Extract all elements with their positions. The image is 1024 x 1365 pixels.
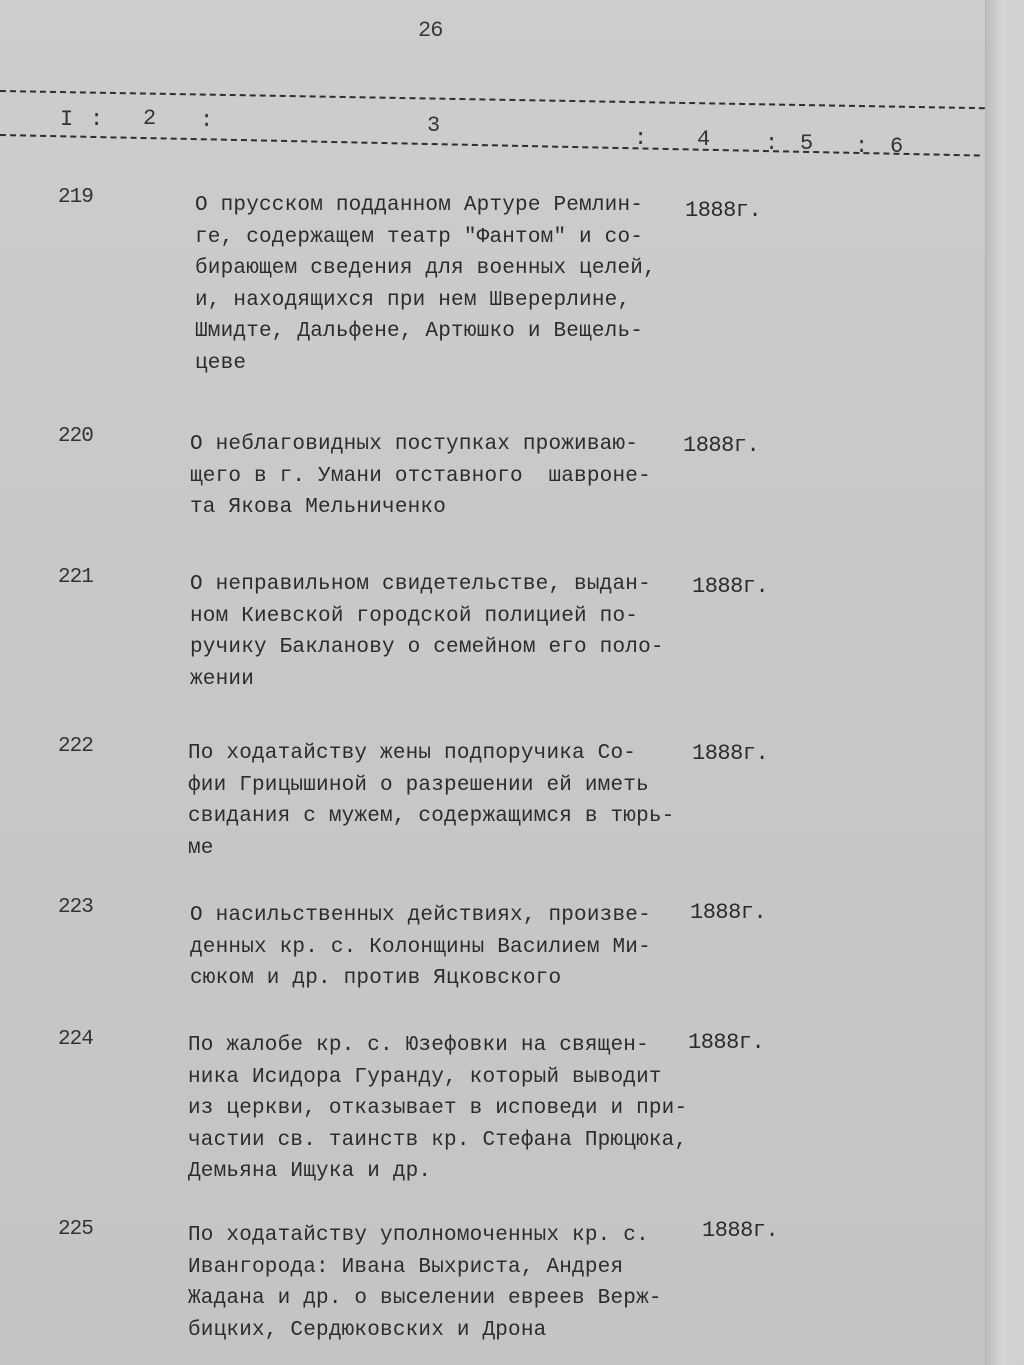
entry-line: ном Киевской городской полицией по- [190, 604, 639, 628]
entry-line: О неблаговидных поступках проживаю- [190, 433, 639, 456]
entry-number: 223 [58, 896, 93, 919]
entry-description [188, 738, 674, 864]
entry-year: 1888г. [688, 1030, 765, 1055]
column-header-4: 4 [697, 127, 711, 152]
column-separator: : [200, 108, 214, 133]
entry-line: ника Исидора Гуранду, который выводит [188, 1065, 662, 1089]
entry-number: 224 [58, 1028, 93, 1051]
entry-line: О неправильном свидетельстве, выдан- [190, 573, 651, 596]
entry-description [190, 569, 664, 695]
entry-number: 219 [58, 186, 93, 209]
entry-line: Жадана и др. о выселении евреев Верж- [188, 1287, 662, 1310]
entry-number: 221 [58, 566, 93, 589]
entry-year: 1888г. [685, 198, 762, 223]
entry-line: Ивангорода: Ивана Выхриста, Андрея [188, 1255, 624, 1279]
entry-line: О прусском подданном Артуре Ремлин- [195, 194, 644, 217]
entry-line: щего в г. Умани отставного шавроне- [190, 464, 651, 488]
entry-line: Демьяна Ищука и др. [188, 1160, 432, 1183]
entry-line: ге, содержащем театр "Фантом" и со- [195, 225, 644, 249]
column-header-1: I [60, 107, 74, 132]
entry-line: из церкви, отказывает в исповеди и при- [188, 1097, 688, 1120]
column-header-5: 5 [800, 131, 814, 156]
table-header-bottom-rule [0, 134, 980, 157]
entry-line: и, находящихся при нем Шверерлине, [195, 288, 631, 312]
entry-line: та Якова Мельниченко [190, 496, 447, 519]
entry-line: цеве [195, 351, 247, 375]
entry-line: денных кр. с. Колонщины Василием Ми- [190, 935, 651, 959]
page-edge [985, 0, 1024, 1365]
entry-line: жении [190, 667, 255, 691]
entry-line: Шмидте, Дальфене, Артюшко и Вещель- [195, 320, 644, 343]
entry-year: 1888г. [702, 1218, 779, 1243]
entry-line: свидания с мужем, содержащимся в тюрь- [188, 805, 675, 828]
entry-line: По ходатайству уполномоченных кр. с. [188, 1224, 649, 1247]
entry-year: 1888г. [683, 433, 760, 458]
column-separator: : [765, 131, 779, 156]
entry-description [190, 900, 651, 995]
column-separator: : [634, 126, 648, 151]
column-header-6: 6 [890, 134, 904, 159]
entry-number: 222 [58, 735, 93, 758]
entry-line: сюком и др. против Яцковского [190, 967, 562, 990]
entry-line: По ходатайству жены подпоручика Со- [188, 742, 637, 765]
column-header-3: 3 [427, 113, 441, 138]
entry-line: фии Грицышиной о разрешении ей иметь [188, 773, 649, 797]
entry-description [195, 190, 656, 379]
entry-number: 225 [58, 1218, 93, 1241]
column-header-2: 2 [143, 106, 157, 131]
column-separator: : [90, 107, 104, 132]
entry-line: По жалобе кр. с. Юзефовки на священ- [188, 1034, 649, 1057]
entry-line: частии св. таинств кр. Стефана Прюцюка, [188, 1128, 688, 1152]
entry-number: 220 [58, 425, 93, 448]
entry-description [188, 1030, 687, 1188]
entry-description [188, 1220, 662, 1346]
entry-line: ме [188, 836, 214, 860]
page-number: 26 [418, 18, 443, 43]
entry-year: 1888г. [692, 741, 769, 766]
entry-description [190, 429, 651, 524]
entry-year: 1888г. [692, 574, 769, 599]
entry-line: бирающем сведения для военных целей, [195, 257, 656, 280]
entry-line: ручику Бакланову о семейном его поло- [190, 636, 664, 659]
column-separator: : [855, 134, 869, 159]
entry-year: 1888г. [690, 900, 767, 925]
entry-line: бицких, Сердюковских и Дрона [188, 1318, 547, 1342]
entry-line: О насильственных действиях, произве- [190, 904, 651, 927]
